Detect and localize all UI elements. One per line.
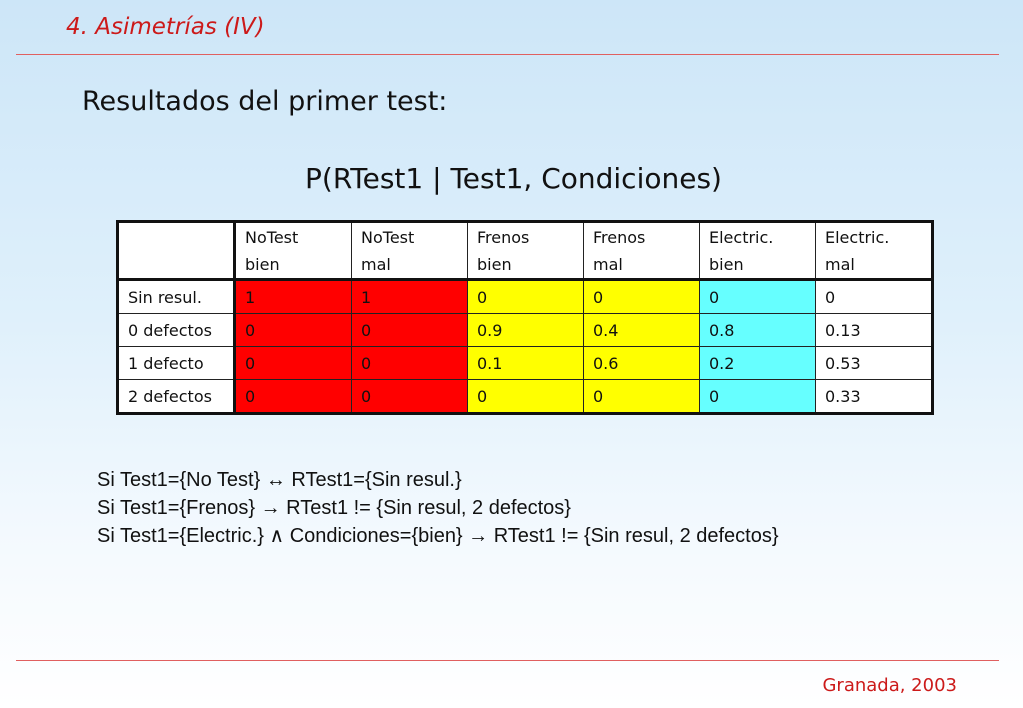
table-row (118, 380, 933, 414)
table-cell: 0 (235, 380, 352, 414)
table-cell: 0 (700, 380, 816, 414)
table-cell: 0.4 (584, 314, 700, 347)
table-cell: 1 (352, 280, 468, 314)
table-corner-cell (118, 222, 235, 280)
row-label: 1 defecto (118, 347, 235, 380)
column-header-line1: Electric. (825, 227, 890, 247)
table-cell: 0.2 (700, 347, 816, 380)
table-row (118, 280, 933, 314)
row-label: Sin resul. (118, 280, 235, 314)
table-cell: 0.13 (816, 314, 933, 347)
table-cell: 0 (468, 280, 584, 314)
column-header (235, 222, 352, 280)
table-cell: 0 (235, 314, 352, 347)
table-cell: 0.33 (816, 380, 933, 414)
column-header-line1: NoTest (361, 227, 415, 247)
table-cell: 0.1 (468, 347, 584, 380)
column-header-line1: Frenos (477, 227, 530, 247)
probability-table (116, 220, 934, 415)
column-header-line2: bien (709, 254, 744, 274)
column-header-line1: Frenos (593, 227, 646, 247)
table-cell: 0.6 (584, 347, 700, 380)
table-cell: 0 (352, 380, 468, 414)
table-cell: 0 (468, 380, 584, 414)
rules-block (97, 466, 779, 550)
header-divider (16, 54, 999, 55)
row-label: 0 defectos (118, 314, 235, 347)
footer-divider (16, 660, 999, 661)
table-cell: 0 (352, 347, 468, 380)
column-header-line2: bien (477, 254, 512, 274)
column-header-line2: mal (825, 254, 855, 274)
column-header (468, 222, 584, 280)
table-cell: 0.8 (700, 314, 816, 347)
slide-title: 4. Asimetrías (IV) (66, 14, 265, 40)
column-header (584, 222, 700, 280)
table-header-row (118, 222, 933, 280)
rule-line: Si Test1={Frenos} → RTest1 != {Sin resul, 2 defectos} (97, 497, 571, 519)
row-label: 2 defectos (118, 380, 235, 414)
column-header (816, 222, 933, 280)
section-heading: Resultados del primer test: (82, 86, 448, 117)
column-header-line2: mal (361, 254, 391, 274)
table-cell: 0 (352, 314, 468, 347)
probability-formula: P(RTest1 | Test1, Condiciones) (305, 162, 722, 195)
column-header-line1: NoTest (245, 227, 299, 247)
table-cell: 0.9 (468, 314, 584, 347)
column-header-line2: bien (245, 254, 280, 274)
rule-line: Si Test1={No Test} ↔ RTest1={Sin resul.} (97, 469, 462, 491)
table-cell: 1 (235, 280, 352, 314)
table-row (118, 314, 933, 347)
column-header-line2: mal (593, 254, 623, 274)
table-cell: 0 (700, 280, 816, 314)
table-cell: 0 (584, 380, 700, 414)
table-cell: 0 (816, 280, 933, 314)
table-cell: 0 (235, 347, 352, 380)
column-header-line1: Electric. (709, 227, 774, 247)
column-header (700, 222, 816, 280)
footer-text: Granada, 2003 (822, 675, 957, 696)
rule-line: Si Test1={Electric.} ∧ Condiciones={bien} → RTest1 != {Sin resul, 2 defectos} (97, 525, 779, 547)
column-header (352, 222, 468, 280)
table-cell: 0 (584, 280, 700, 314)
table-row (118, 347, 933, 380)
table-cell: 0.53 (816, 347, 933, 380)
